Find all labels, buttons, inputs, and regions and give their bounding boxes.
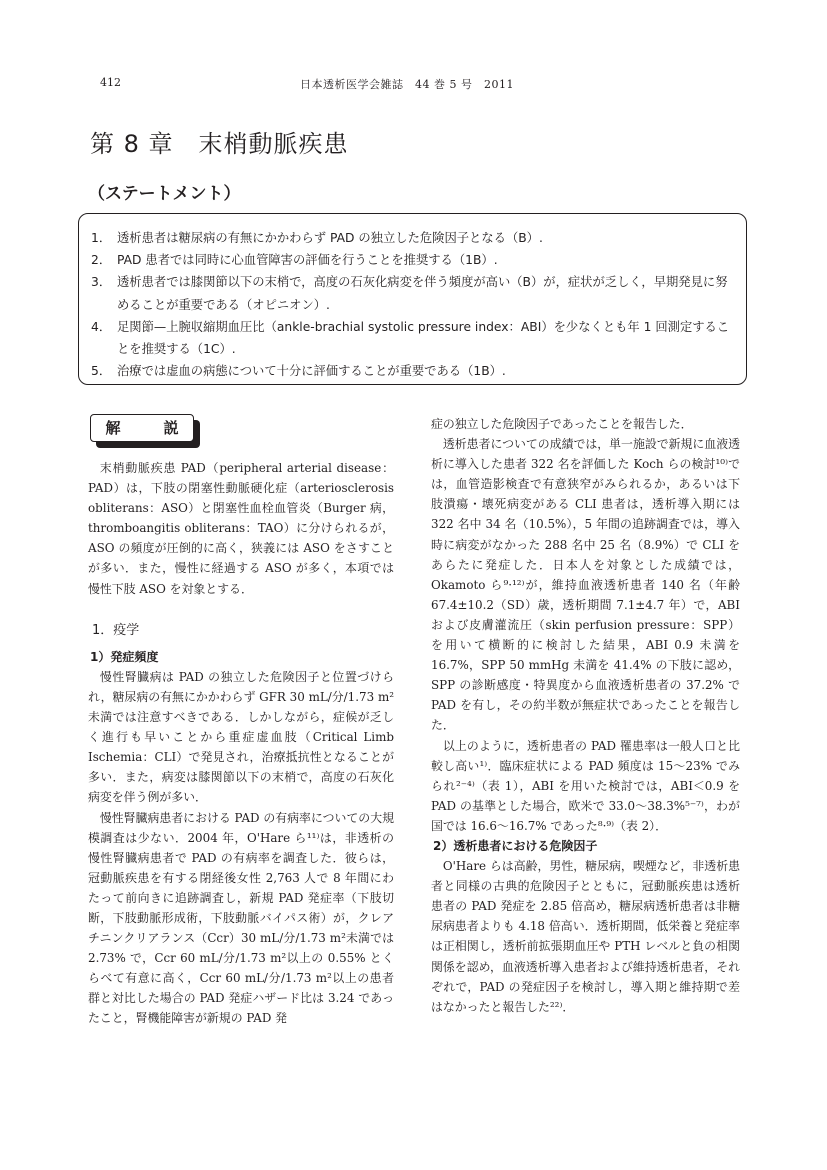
paragraph: 透析患者についての成績では，単一施設で新規に血液透析に導入した患者 322 名を評価した Koch らの検討¹⁰⁾では，血管造影検査で有意狭窄がみられるか，あるいは下肢潰瘍・壊死病変がある CLI 患者は，透析導入期には 322 名中 34 名（10.5%），5 年間の追跡調査では，導入時に病変がなかった 288 名中 25 名（8.9%）で CLI をあらたに発症した．日本人を対象とした成績では，Okamoto ら⁹·¹²⁾が，維持血液透析患者 140 名（年齢 67.4±10.2（SD）歳，透析期間 7.1±4.7 年）で，ABI および皮膚灌流圧（skin perfusion pressure：SPP）を用いて横断的に検討した結果，ABI 0.9 未満を 16.7%，SPP 50 mmHg 未満を 41.4% の下肢に認め，SPP の診断感度・特異度から血液透析患者の 37.2% で PAD を有し，その約半数が無症状であったことを報告した． (431, 437, 740, 733)
paragraph: 慢性腎臓病患者における PAD の有病率についての大規模調査は少ない．2004 年，O'Hare ら¹¹⁾は，非透析の慢性腎臓病患者で PAD の有病率を調査した．彼らは，冠動脈疾患を有する閉経後女性 2,763 人で 8 年間にわたって前向きに追跡調査し，新規 PAD 発症率（下肢切断，下肢動脈形成術，下肢動脈バイパス術）が，クレアチニンクリアランス（Ccr）30 mL/分/1.73 m²未満では 2.73% で，Ccr 60 mL/分/1.73 m²以上の 0.55% とくらべて有意に高く，Ccr 60 mL/分/1.73 m²以上の患者群と対比した場合の PAD 発症ハザード比は 3.24 であったこと，腎機能障害が新規の PAD 発 (88, 810, 394, 1026)
journal-header: 日本透析医学会雑誌 44 巻 5 号 2011 (300, 78, 514, 91)
statement-item-text: 透析患者では膝関節以下の末梢で，高度の石灰化病変を伴う頻度が高い（B）が，症状が乏しく，早期発見に努めることが重要である（オピニオン）. (117, 275, 728, 312)
commentary-label: 解 説 (90, 414, 194, 442)
section-title-epidemiology: 1．疫学 (92, 622, 140, 638)
subsection-title-incidence: 1）発症頻度 (90, 649, 159, 664)
statement-item-text: PAD 患者では同時に心血管障害の評価を行うことを推奨する（1B）. (117, 253, 498, 268)
statement-item (91, 227, 734, 249)
statement-item-text: 治療では虚血の病態について十分に評価することが重要である（1B）. (117, 364, 506, 379)
statement-box (78, 213, 747, 385)
commentary-label-box (90, 414, 202, 450)
statement-item-number: 1． (91, 231, 112, 245)
paragraph: 慢性腎臓病は PAD の独立した危険因子と位置づけられ，糖尿病の有無にかかわらず GFR 30 mL/分/1.73 m²未満では注意すべきである．しかしながら，症候が乏しく進行も早いことから重症虚血肢（Critical Limb Ischemia：CLI）で発見され，治療抵抗性となることが多い．また，病変は膝関節以下の末梢で，高度の石灰化病変を伴う例が多い． (88, 669, 394, 805)
statement-item-number: 4． (91, 319, 112, 334)
statement-item-text: 透析患者は糖尿病の有無にかかわらず PAD の独立した危険因子となる（B）. (117, 231, 543, 245)
statement-item (91, 316, 734, 360)
statement-heading: （ステートメント） (88, 184, 241, 204)
paragraph: O'Hare らは高齢，男性，糖尿病，喫煙など，非透析患者と同様の古典的危険因子とともに，冠動脈疾患は透析患者の PAD 発症を 2.85 倍高め，糖尿病透析患者は非糖尿病患者よりも 4.18 倍高い．透析期間，低栄養と発症率は正相関し，透析前拡張期血圧や PTH レベルと負の相関関係を認め，血液透析導入患者および維持透析患者，それぞれで，PAD の発症因子を検討し，導入期と維持期で差はなかったと報告した²²⁾． (431, 859, 740, 1014)
statement-item-number: 3． (91, 275, 112, 290)
page-number: 412 (100, 76, 121, 89)
statement-item (91, 271, 734, 315)
paragraph: 以上のように，透析患者の PAD 罹患率は一般人口と比較し高い¹⁾．臨床症状による PAD 頻度は 15～23% でみられ²⁻⁴⁾（表 1），ABI を用いた検討では，ABI＜0.9 を PAD の基準とした場合，欧米で 33.0～38.3%⁵⁻⁷⁾，わが国では 16.6～16.7% であった⁸·⁹⁾（表 2）． (431, 738, 740, 833)
statement-item-number: 5． (91, 364, 112, 379)
paragraph: 症の独立した危険因子であったことを報告した． (431, 417, 693, 431)
left-column (88, 414, 394, 1029)
right-column (431, 414, 740, 1017)
commentary-intro: 末梢動脈疾患 PAD（peripheral arterial disease：PAD）は，下肢の閉塞性動脈硬化症（arteriosclerosis obliterans：ASO）と閉塞性血栓血管炎（Burger 病，thromboangitis obliterans：TAO）に分けられるが，ASO の頻度が圧倒的に高く，狭義には ASO をさすことが多い．また，慢性に経過する ASO が多く，本項では慢性下肢 ASO を対象とする． (88, 461, 394, 596)
subsection-title-risk-factors: 2）透析患者における危険因子 (433, 838, 598, 853)
statement-item-number: 2． (91, 253, 112, 268)
statement-item (91, 249, 734, 271)
statement-item (91, 360, 734, 382)
chapter-title: 第 8 章 末梢動脈疾患 (90, 130, 349, 158)
statement-item-text: 足関節—上腕収縮期血圧比（ankle-brachial systolic pressure index：ABI）を少なくとも年 1 回測定することを推奨する（1C）. (117, 319, 730, 357)
